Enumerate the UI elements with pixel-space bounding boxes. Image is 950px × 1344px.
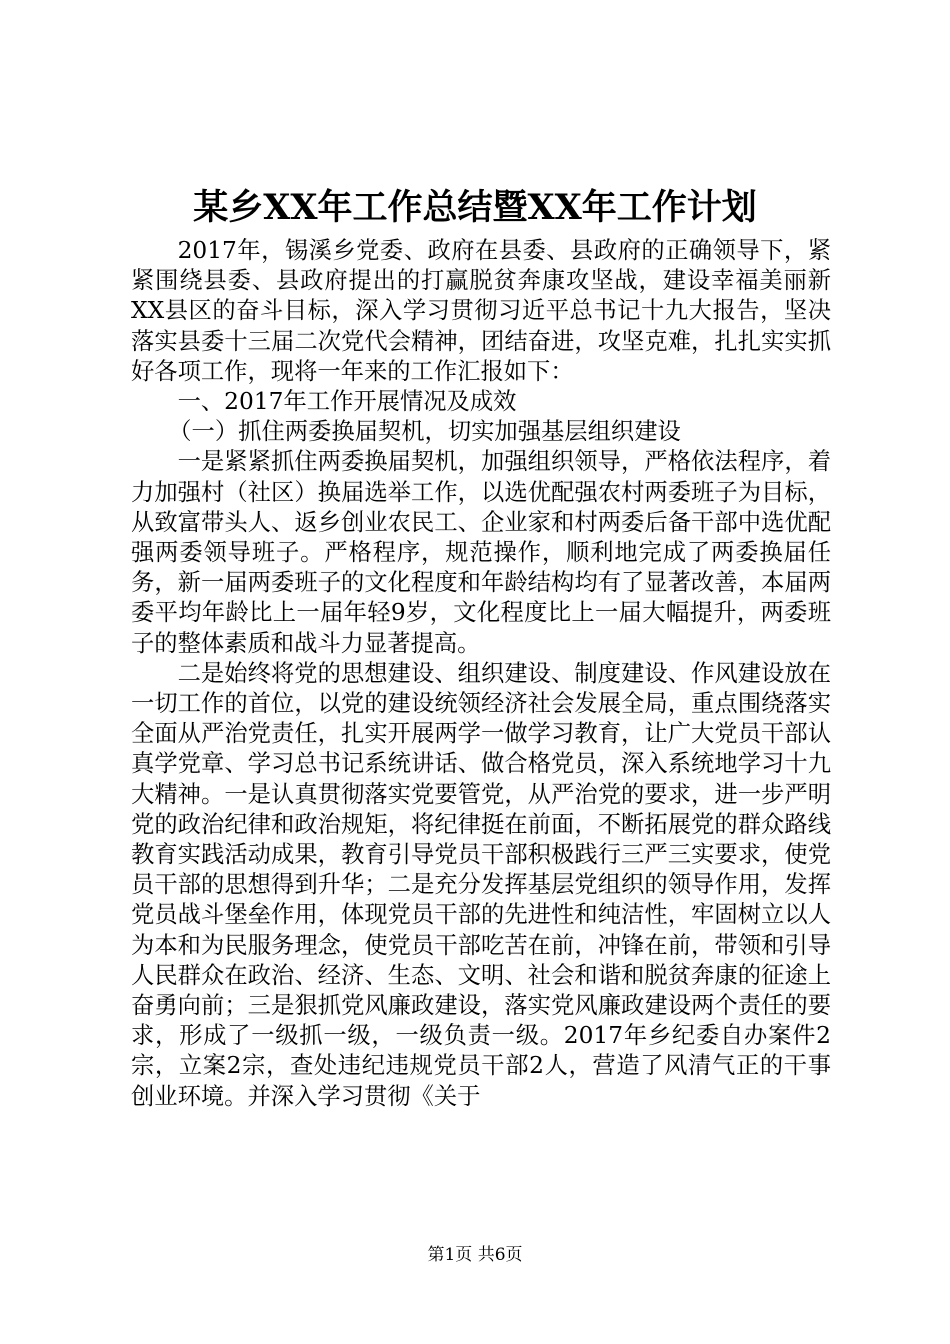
document-title: 某乡XX年工作总结暨XX年工作计划 (193, 187, 757, 228)
section-heading: 一、2017年工作开展情况及成效 (177, 388, 517, 416)
page-number: 第1页 共6页 (427, 1245, 523, 1265)
body-paragraph: 一是紧紧抓住两委换届契机，加强组织领导，严格依法程序，着力加强村（社区）换届选举工作，以选优配强农村两委班子为目标，从致富带头人、返乡创业农民工、企业家和村两委后备干部中选优配强两委领导班子。严格程序，规范操作，顺利地完成了两委换届任务，新一届两委班子的文化程度和年龄结构均有了显著改善，本届两委平均年龄比上一届年轻9岁，文化程度比上一届大幅提升，两委班子的整体素质和战斗力显著提高。 (131, 448, 831, 657)
document-body (131, 236, 831, 1112)
subsection-heading: （一）抓住两委换届契机，切实加强基层组织建设 (168, 418, 681, 446)
body-paragraph: 二是始终将党的思想建设、组织建设、制度建设、作风建设放在一切工作的首位，以党的建设统领经济社会发展全局，重点围绕落实全面从严治党责任，扎实开展两学一做学习教育，让广大党员干部认真学党章、学习总书记系统讲话、做合格党员，深入系统地学习十九大精神。一是认真贯彻落实党要管党，从严治党的要求，进一步严明党的政治纪律和政治规矩，将纪律挺在前面，不断拓展党的群众路线教育实践活动成果，教育引导党员干部积极践行三严三实要求，使党员干部的思想得到升华；二是充分发挥基层党组织的领导作用，发挥党员战斗堡垒作用，体现党员干部的先进性和纯洁性，牢固树立以人为本和为民服务理念，使党员干部吃苦在前，冲锋在前，带领和引导人民群众在政治、经济、生态、文明、社会和谐和脱贫奔康的征途上奋勇向前；三是狠抓党风廉政建设，落实党风廉政建设两个责任的要求，形成了一级抓一级，一级负责一级。2017年乡纪委自办案件2宗，立案2宗，查处违纪违规党员干部2人，营造了风清气正的干事创业环境。并深入学习贯彻《关于 (131, 659, 831, 1110)
intro-paragraph: 2017年，锡溪乡党委、政府在县委、县政府的正确领导下，紧紧围绕县委、县政府提出的打赢脱贫奔康攻坚战，建设幸福美丽新XX县区的奋斗目标，深入学习贯彻习近平总书记十九大报告，坚决落实县委十三届二次党代会精神，团结奋进，攻坚克难，扎扎实实抓好各项工作，现将一年来的工作汇报如下： (131, 237, 831, 385)
